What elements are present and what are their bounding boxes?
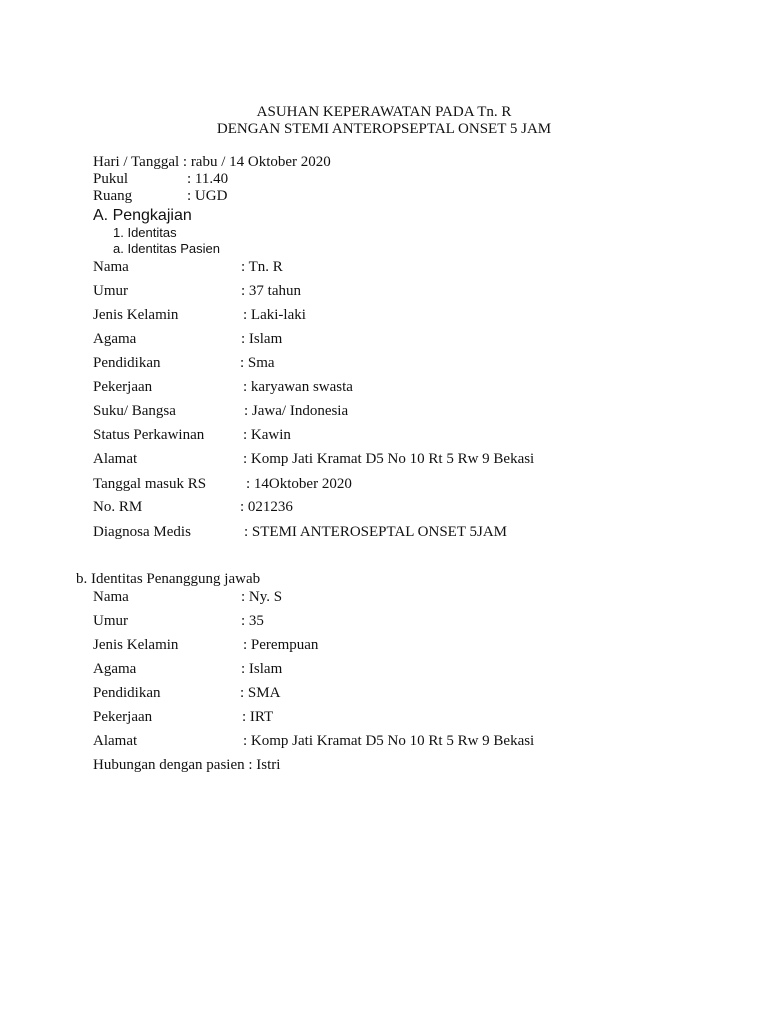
section-heading-pengkajian: A. Pengkajian [93,207,192,224]
field-label: Jenis Kelamin [93,637,179,653]
field-value: : Komp Jati Kramat D5 No 10 Rt 5 Rw 9 Bekasi [243,451,535,467]
field-value: : karyawan swasta [243,379,353,395]
field-label: Tanggal masuk RS [93,476,207,492]
field-value: : IRT [242,709,274,725]
field-label: Pendidikan [93,685,161,701]
hari-tanggal-line: Hari / Tanggal : rabu / 14 Oktober 2020 [93,154,331,170]
field-label: Agama [93,331,137,347]
field-value: : Kawin [243,427,291,443]
subsection-identitas-pasien: a. Identitas Pasien [113,241,220,256]
field-label: No. RM [93,499,143,515]
document-title-line-1: ASUHAN KEPERAWATAN PADA Tn. R [256,104,512,120]
field-label: Diagnosa Medis [93,524,191,540]
field-label: Umur [93,283,128,299]
field-label: Pendidikan [93,355,161,371]
field-label: Alamat [93,733,138,749]
field-value: : 021236 [240,499,293,515]
field-value: : Jawa/ Indonesia [244,403,349,419]
field-label: Nama [93,259,129,275]
field-value: : 35 [241,613,264,629]
field-label: Jenis Kelamin [93,307,179,323]
field-value: : 14Oktober 2020 [246,476,352,492]
field-label: Suku/ Bangsa [93,403,176,419]
ruang-label: Ruang [93,188,133,204]
field-value: : Islam [241,331,283,347]
field-value: : Perempuan [243,637,319,653]
pukul-label: Pukul [93,171,129,187]
field-value: : STEMI ANTEROSEPTAL ONSET 5JAM [244,524,507,540]
ruang-value: : UGD [187,188,228,204]
field-value: : Sma [240,355,275,371]
field-label: Agama [93,661,137,677]
document-title-line-2: DENGAN STEMI ANTEROPSEPTAL ONSET 5 JAM [216,121,552,137]
field-label: Status Perkawinan [93,427,205,443]
field-label: Pekerjaan [93,709,153,725]
field-label: Alamat [93,451,138,467]
field-value: : Komp Jati Kramat D5 No 10 Rt 5 Rw 9 Bekasi [243,733,535,749]
pukul-value: : 11.40 [187,171,229,187]
field-label: Umur [93,613,128,629]
field-label: Nama [93,589,129,605]
field-value: : Laki-laki [243,307,306,323]
subsection-identitas-penanggung-jawab: b. Identitas Penanggung jawab [76,571,261,587]
field-value: : Tn. R [241,259,283,275]
field-value: : 37 tahun [241,283,301,299]
field-label: Pekerjaan [93,379,153,395]
field-value: : Ny. S [241,589,283,605]
field-value: : SMA [240,685,281,701]
hubungan-dengan-pasien: Hubungan dengan pasien : Istri [93,757,281,773]
field-value: : Islam [241,661,283,677]
subsection-identitas: 1. Identitas [113,225,177,240]
